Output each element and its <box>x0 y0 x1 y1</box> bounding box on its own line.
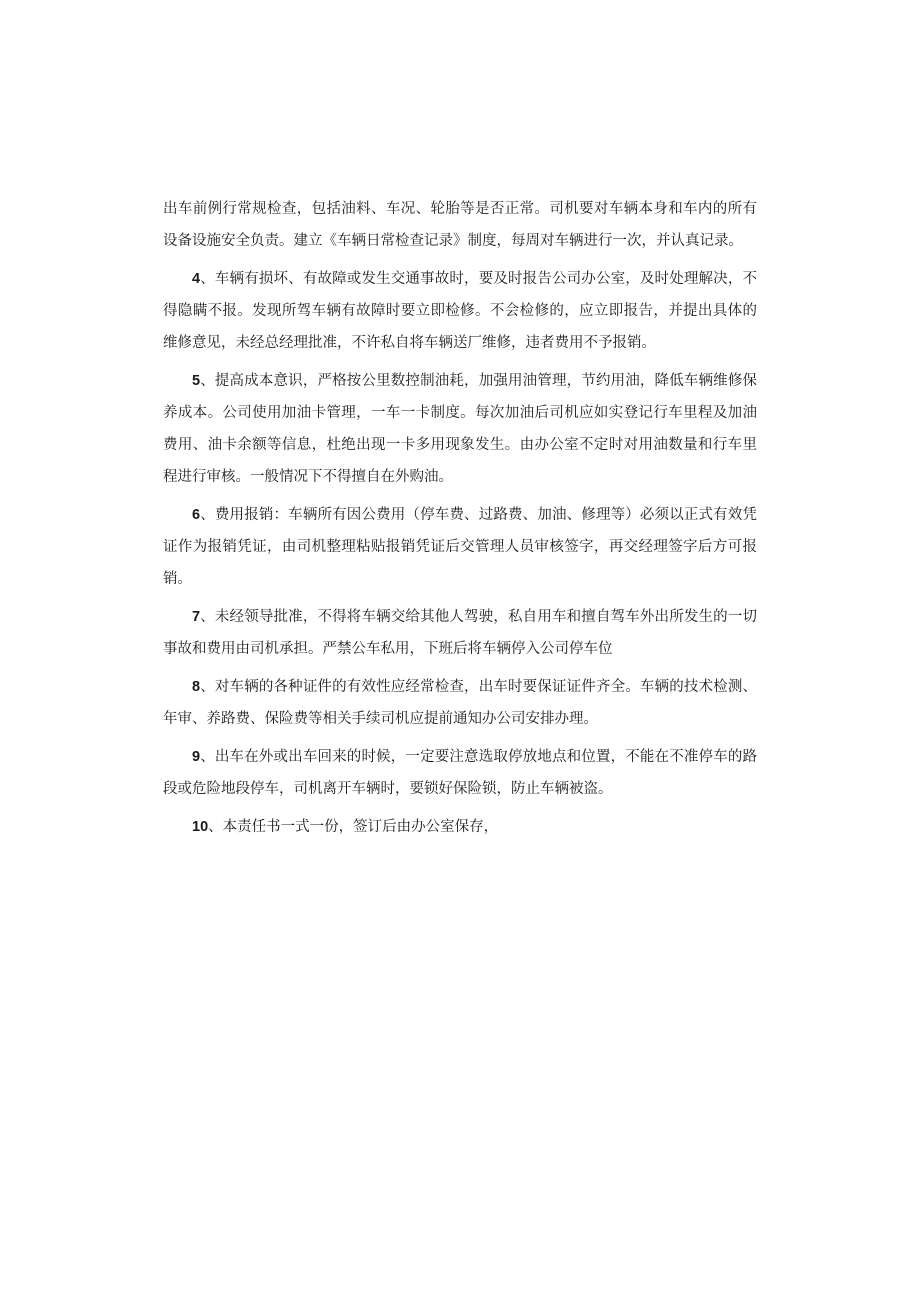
paragraph-number: 8 <box>192 679 201 695</box>
paragraph-number: 4 <box>192 271 201 287</box>
paragraph-text: 、车辆有损坏、有故障或发生交通事故时，要及时报告公司办公室，及时处理解决，不得隐瞒不报。发现所驾车辆有故障时要立即检修。不会检修的，应立即报告，并提出具体的维修意见，未经总经理批准，不许私自将车辆送厂维修，违者费用不予报销。 <box>163 271 757 351</box>
paragraph-number: 6 <box>192 507 201 523</box>
paragraph-7 <box>163 601 757 665</box>
paragraph-10 <box>163 811 757 843</box>
paragraph-text: 、对车辆的各种证件的有效性应经常检查，出车时要保证证件齐全。车辆的技术检测、年审、养路费、保险费等相关手续司机应提前通知办公司安排办理。 <box>163 679 757 727</box>
document-body <box>163 193 757 849</box>
paragraph-4 <box>163 263 757 359</box>
paragraph-8 <box>163 671 757 735</box>
paragraph-number: 7 <box>192 609 201 625</box>
paragraph-number: 10 <box>192 819 209 835</box>
paragraph-number: 5 <box>192 373 201 389</box>
paragraph-text: 、出车在外或出车回来的时候，一定要注意选取停放地点和位置，不能在不准停车的路段或危险地段停车，司机离开车辆时，要锁好保险锁，防止车辆被盗。 <box>163 749 757 797</box>
paragraph-text: 、提高成本意识，严格按公里数控制油耗，加强用油管理，节约用油，降低车辆维修保养成本。公司使用加油卡管理，一车一卡制度。每次加油后司机应如实登记行车里程及加油费用、油卡余额等信息，杜绝出现一卡多用现象发生。由办公室不定时对用油数量和行车里程进行审核。一般情况下不得擅自在外购油。 <box>163 373 757 485</box>
paragraph-9 <box>163 741 757 805</box>
paragraph-text: 、费用报销：车辆所有因公费用（停车费、过路费、加油、修理等）必须以正式有效凭证作为报销凭证，由司机整理粘贴报销凭证后交管理人员审核签字，再交经理签字后方可报销。 <box>163 507 757 587</box>
paragraph-text: 、本责任书一式一份，签订后由办公室保存， <box>208 819 499 835</box>
paragraph-5 <box>163 365 757 493</box>
paragraph-6 <box>163 499 757 595</box>
paragraph-continued <box>163 193 757 257</box>
paragraph-number: 9 <box>192 749 201 765</box>
paragraph-text: 出车前例行常规检查，包括油料、车况、轮胎等是否正常。司机要对车辆本身和车内的所有设备设施安全负责。建立《车辆日常检查记录》制度，每周对车辆进行一次，并认真记录。 <box>163 201 757 249</box>
paragraph-text: 、未经领导批准，不得将车辆交给其他人驾驶，私自用车和擅自驾车外出所发生的一切事故和费用由司机承担。严禁公车私用，下班后将车辆停入公司停车位 <box>163 609 757 657</box>
